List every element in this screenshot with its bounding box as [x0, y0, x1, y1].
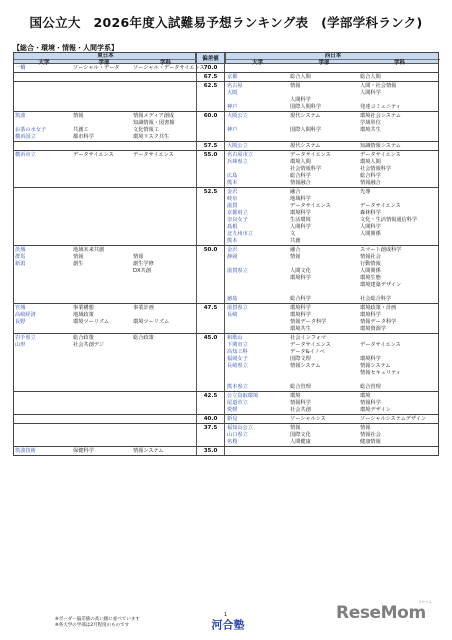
west-department-name: 環境建築デザイン: [360, 282, 402, 288]
west-faculty-name: 国際人間科学: [290, 127, 322, 133]
west-faculty-name: 生活環境: [290, 217, 311, 223]
west-university-name: 滋賀県立: [227, 268, 248, 274]
west-department-name: 情報社会: [360, 432, 381, 438]
west-faculty-name: 人間科学: [290, 97, 311, 103]
west-department-name: 環境科学: [360, 312, 381, 318]
west-university-name: 愛媛: [227, 407, 238, 413]
rank-band: [13, 424, 439, 447]
east-university-name: 高崎経済: [15, 312, 36, 318]
east-university-name: 横浜国立: [15, 134, 36, 140]
west-faculty-name: 人間科学: [290, 224, 311, 230]
east-department-name: DX共創: [133, 268, 151, 274]
east-faculty-name: 環境ツーリズム: [73, 319, 110, 325]
west-department-name: 環境共生: [360, 127, 381, 133]
west-university-name: 新見: [227, 416, 238, 422]
west-faculty-name: 環境: [290, 393, 301, 399]
east-university-name: 山形: [15, 342, 26, 348]
rank-band: [13, 246, 439, 304]
west-university-name: 兵庫県立: [227, 159, 248, 165]
west-university-name: 島根: [227, 224, 238, 230]
east-faculty-name: 情報: [73, 113, 84, 119]
east-faculty-name: 都市科学: [73, 134, 94, 140]
west-department-name: 総合管理: [360, 384, 381, 390]
east-department-name: 環境ツーリズム: [133, 319, 170, 325]
west-univ-header: 大学: [226, 59, 289, 66]
east-university-name: 筑波: [15, 113, 26, 119]
west-faculty-name: 環境科学: [290, 305, 311, 311]
west-department-name: 社会情報科学: [360, 166, 392, 172]
deviation-value: 52.5: [196, 188, 225, 245]
west-department-name: 文化・生活情報通信科学: [360, 217, 418, 223]
east-university-name: 新潟: [15, 261, 26, 267]
west-department-name: データサイエンス: [360, 203, 401, 209]
category-subtitle: 【総合・環境・情報・人間学系】: [13, 44, 118, 52]
west-department-name: データサイエンス: [360, 152, 401, 158]
west-faculty-name: 環境科学: [290, 275, 311, 281]
west-department-name: 総合人間: [360, 74, 381, 80]
west-department-name: 人間科学: [360, 224, 381, 230]
east-department-name: 創生学修: [133, 261, 154, 267]
east-department-name: ソーシャル・データサイエンス: [133, 65, 205, 71]
east-header: [13, 52, 196, 64]
west-department-name: 健康情報: [360, 439, 381, 445]
west-university-name: 名古屋市立: [227, 152, 253, 158]
deviation-value: 55.0: [196, 151, 225, 187]
west-area-label: 西日本: [324, 53, 342, 59]
west-faculty-name: 情報: [290, 83, 301, 89]
west-faculty-name: 環境共生: [290, 326, 311, 332]
west-university-name: 山口県立: [227, 432, 248, 438]
west-university-name: 奈良女子: [227, 217, 248, 223]
west-university-name: 熊本県立: [227, 384, 248, 390]
west-department-name: 環境資源学: [360, 326, 386, 332]
west-university-name: 広島: [227, 173, 238, 179]
west-department-name: 情報データ科学: [360, 319, 397, 325]
east-faculty-name: 情報: [73, 254, 84, 260]
rank-band: [13, 73, 439, 82]
west-faculty-name: 融合: [290, 247, 301, 253]
page-number: 1: [224, 612, 228, 618]
west-dept-header: 学科: [359, 59, 440, 66]
west-university-name: 大阪公立: [227, 143, 248, 149]
west-department-name: 環境: [360, 393, 371, 399]
deviation-value: 35.0: [196, 447, 225, 455]
west-department-name: 環境科学: [360, 356, 381, 362]
east-department-name: 知識情報・図書館: [133, 120, 175, 126]
west-faculty-name: 人間文化: [290, 268, 311, 274]
east-department-name: 総合政策: [133, 335, 154, 341]
west-department-name: 情報融合: [360, 180, 381, 186]
west-university-name: 滋賀県立: [227, 305, 248, 311]
west-faculty-name: 現代システム: [290, 113, 321, 119]
rank-band: [13, 188, 439, 246]
west-department-name: 総合科学: [360, 173, 381, 179]
east-faculty-name: 地域未来共創: [73, 247, 105, 253]
west-department-name: 情報システム: [360, 363, 391, 369]
west-department-name: スマート創成科学: [360, 247, 402, 253]
west-faculty-name: 情報システム: [290, 363, 321, 369]
east-department-name: 情報: [133, 254, 144, 260]
west-university-name: 福知山公立: [227, 425, 253, 431]
west-university-name: 熊本: [227, 180, 238, 186]
east-faculty-header: 学部: [74, 59, 134, 66]
west-university-name: 金沢: [227, 189, 238, 195]
footnote-2: ※各大学の学部は2月程度のものです: [55, 623, 130, 628]
west-department-name: 学域単位: [360, 120, 381, 126]
west-department-name: 情報科学: [360, 400, 381, 406]
rank-band: [13, 151, 439, 188]
west-university-name: 福岡女子: [227, 356, 248, 362]
west-faculty-name: 環境科学: [290, 210, 311, 216]
rank-band: [13, 392, 439, 415]
west-department-name: 人間関係: [360, 231, 381, 237]
east-department-name: 文化情報工: [133, 127, 159, 133]
deviation-value: 67.5: [196, 73, 225, 81]
east-department-name: 事業計画: [133, 305, 154, 311]
west-faculty-name: 国際文理: [290, 356, 311, 362]
west-department-name: 森林科学: [360, 210, 381, 216]
west-faculty-name: 文: [290, 231, 296, 237]
rank-band: [13, 112, 439, 142]
east-university-name: 岩手県立: [15, 335, 36, 341]
east-university-name: 茨城: [15, 247, 26, 253]
west-university-name: 名古屋: [227, 83, 243, 89]
resemom-watermark: ReseMom: [336, 603, 426, 623]
rank-band: [13, 304, 439, 334]
west-department-name: 発達コミュニティ: [360, 104, 401, 110]
west-department-name: 環境人間: [360, 159, 381, 165]
west-faculty-name: 現代システム: [290, 143, 321, 149]
west-university-name: 徳島: [227, 296, 238, 302]
rank-band: [13, 447, 439, 456]
east-univ-header: 大学: [14, 59, 74, 66]
west-header: [225, 52, 439, 64]
west-faculty-name: 共創: [290, 238, 301, 244]
rank-band: [13, 415, 439, 424]
west-department-name: 先導: [360, 189, 371, 195]
rank-band: [13, 334, 439, 392]
west-university-name: 静岡: [227, 254, 238, 260]
east-faculty-name: 保健科学: [73, 448, 94, 454]
east-dept-header: 学科: [134, 59, 197, 66]
deviation-value: 42.5: [196, 392, 225, 414]
east-faculty-name: 総合政策: [73, 335, 94, 341]
west-department-name: 環境社会システム: [360, 113, 401, 119]
west-university-name: 滋賀: [227, 203, 238, 209]
west-faculty-name: 情報: [290, 425, 301, 431]
west-university-name: 金沢: [227, 247, 238, 253]
deviation-value: 45.0: [196, 334, 225, 391]
west-university-name: 京都: [227, 74, 238, 80]
west-department-name: 人間・社会情報: [360, 83, 397, 89]
east-department-name: 情報メディア創成: [133, 113, 175, 119]
west-faculty-name: データ&イノベ: [290, 349, 325, 355]
west-faculty-name: 総合人間: [290, 74, 311, 80]
west-faculty-name: 情報科学: [290, 400, 311, 406]
west-department-name: 環境デザイン: [360, 407, 391, 413]
west-faculty-name: 総合科学: [290, 173, 311, 179]
west-university-name: 熊本: [227, 238, 238, 244]
east-department-name: 情報システム: [133, 448, 164, 454]
deviation-value: 37.5: [196, 424, 225, 446]
west-university-name: 大阪: [227, 90, 238, 96]
west-department-name: 情報社会: [360, 254, 381, 260]
west-department-name: 行動情報: [360, 261, 381, 267]
rank-band: [13, 142, 439, 151]
watermark-sub: リセマム: [418, 600, 432, 604]
west-faculty-name: 総合科学: [290, 296, 311, 302]
deviation-value: 60.0: [196, 112, 225, 141]
east-faculty-name: データサイエンス: [73, 152, 114, 158]
west-university-name: 名桜: [227, 439, 238, 445]
west-faculty-name: 情報融合: [290, 180, 311, 186]
west-faculty-name: 融合: [290, 189, 301, 195]
west-department-name: ソーシャルシステムデザイン: [360, 416, 427, 422]
east-faculty-name: 地域政策: [73, 312, 94, 318]
west-university-name: 岐阜: [227, 196, 238, 202]
deviation-value: 70.0: [196, 64, 225, 72]
west-faculty-name: データサイエンス: [290, 203, 331, 209]
kawaijuku-logo: [208, 617, 248, 631]
east-area-label: 東日本: [97, 53, 114, 59]
east-university-name: 横浜市立: [15, 152, 36, 158]
west-faculty-name: 情報: [290, 254, 301, 260]
west-faculty-name: ソーシャルシス: [290, 416, 326, 422]
west-department-name: 社会総合科学: [360, 296, 392, 302]
west-university-name: 長崎: [227, 312, 238, 318]
deviation-value: 50.0: [196, 246, 225, 303]
west-university-name: 京都府立: [227, 210, 248, 216]
west-faculty-name: データサイエンス: [290, 342, 331, 348]
rank-band: [13, 64, 439, 73]
west-faculty-name: 社会インフォマ: [290, 335, 327, 341]
east-department-name: データサイエンス: [133, 152, 174, 158]
west-department-name: 人間関係: [360, 268, 381, 274]
west-faculty-name: 総合管理: [290, 384, 311, 390]
east-university-name: 長野: [15, 319, 26, 325]
footnote-1: ※ボーダー偏差値の高い順に並べています: [55, 617, 140, 622]
east-university-name: 宮城: [15, 305, 26, 311]
west-department-name: 知識情報システム: [360, 143, 401, 149]
rank-band: [13, 82, 439, 112]
east-faculty-name: 事業構想: [73, 305, 94, 311]
brand-text: 河合塾: [211, 618, 245, 632]
deviation-value: 47.5: [196, 304, 225, 333]
west-university-name: 尾道市立: [227, 400, 248, 406]
west-university-name: 神戸: [227, 127, 238, 133]
east-faculty-name: 創生: [73, 261, 84, 267]
page-title: 国公立大 2026年度入試難易予想ランキング表 (学部学科ランク): [29, 15, 423, 30]
west-university-name: 高知工科: [227, 349, 248, 355]
west-university-name: 長崎県立: [227, 363, 248, 369]
west-faculty-header: 学部: [289, 59, 359, 66]
east-university-name: お茶の水女子: [15, 127, 47, 133]
west-university-name: 下関市立: [227, 342, 248, 348]
west-department-name: 人間科学: [360, 90, 381, 96]
east-faculty-name: 共創工: [73, 127, 89, 133]
west-university-name: 大阪公立: [227, 113, 248, 119]
west-faculty-name: 社会情報科学: [290, 166, 322, 172]
west-faculty-name: 情報データ科学: [290, 319, 327, 325]
west-faculty-name: 国際人間科学: [290, 104, 322, 110]
west-department-name: 環境生態: [360, 275, 381, 281]
west-university-name: 北九州市立: [227, 231, 253, 237]
west-faculty-name: 地域科学: [290, 196, 311, 202]
east-university-name: 一橋: [15, 65, 26, 71]
west-university-name: 和歌山: [227, 335, 243, 341]
west-faculty-name: 国際文化: [290, 432, 311, 438]
east-university-name: 筑波技術: [15, 448, 36, 454]
east-faculty-name: 社会共創デジ: [73, 342, 105, 348]
west-university-name: 公立鳥取環境: [227, 393, 259, 399]
west-faculty-name: 環境人間: [290, 159, 311, 165]
west-faculty-name: データサイエンス: [290, 152, 331, 158]
east-faculty-name: ソーシャル・データ: [73, 65, 120, 71]
west-faculty-name: 社会共創: [290, 407, 311, 413]
west-university-name: 神戸: [227, 104, 238, 110]
deviation-value: 62.5: [196, 82, 225, 111]
west-department-name: データサイエンス: [360, 342, 401, 348]
east-university-name: 群馬: [15, 254, 26, 260]
deviation-header: 偏差値: [196, 52, 225, 64]
west-faculty-name: 環境科学: [290, 312, 311, 318]
west-department-name: 情報セキュリティ: [360, 370, 401, 376]
deviation-value: 40.0: [196, 415, 225, 423]
west-department-name: 情報: [360, 425, 371, 431]
deviation-value: 57.5: [196, 142, 225, 150]
west-department-name: 環境政策・計画: [360, 305, 397, 311]
east-department-name: 環境リスク共生: [133, 134, 170, 140]
west-faculty-name: 人間健康: [290, 439, 311, 445]
